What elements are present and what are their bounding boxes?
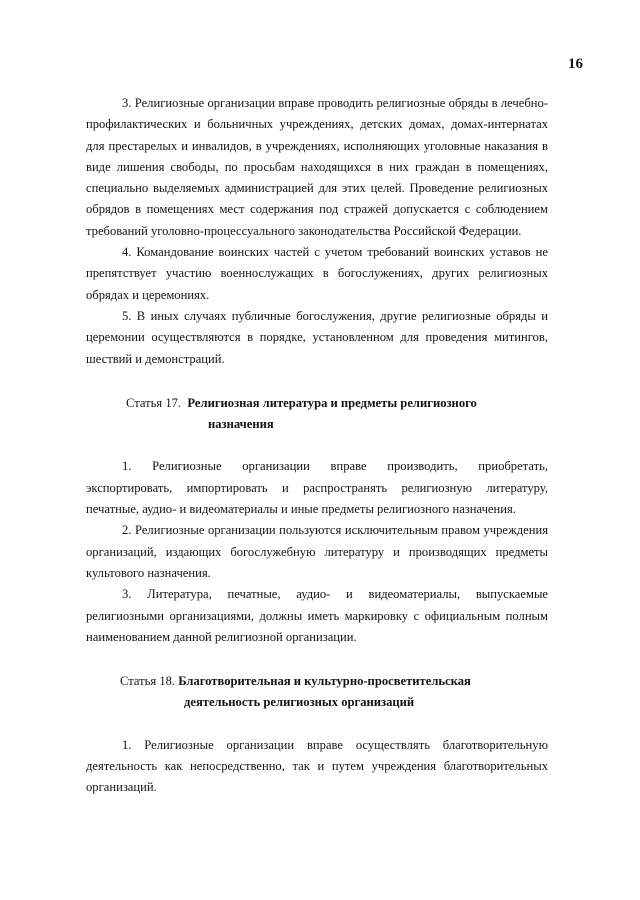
article-18-title-line2: деятельность религиозных организаций (184, 695, 415, 710)
article-17-heading (86, 393, 548, 436)
paragraph-16-4: 4. Командование воинских частей с учетом требований воинских уставов не препятствует участию военнослужащих в богослужениях, других религиозных обрядах и церемониях. (86, 245, 548, 302)
paragraph-18-1: 1. Религиозные организации вправе осуществлять благотворительную деятельность как непосредственно, так и путем учреждения благотворительных организаций. (86, 737, 548, 795)
article-18 (86, 671, 548, 798)
paragraph-17-1: 1. Религиозные организации вправе производить, приобретать, экспортировать, импортировать и распространять религиозную литературу, печатные, аудио- и видеоматериалы и иные предметы религиозного назначения. (86, 459, 548, 517)
article-17-title-line1: Религиозная литература и предметы религиозного (187, 395, 477, 410)
article-18-number: Статья 18. (120, 674, 176, 689)
article-17-number: Статья 17. (126, 395, 182, 410)
article-18-heading (86, 671, 548, 714)
paragraph-17-3: 3. Литература, печатные, аудио- и видеоматериалы, выпускаемые религиозными организациями, должны иметь маркировку с официальным полным наименованием данной религиозной организации. (86, 587, 548, 644)
article-16-continuation (86, 93, 548, 370)
article-17-title-line2: назначения (208, 417, 274, 432)
paragraph-16-3: 3. Религиозные организации вправе проводить религиозные обряды в лечебно-профилактических и больничных учреждениях, детских домах, домах-интернатах для престарелых и инвалидов, в учреждениях, исполняющих уголовные наказания в виде лишения свободы, по просьбам находящихся в них граждан в помещениях, специально выделяемых администрацией для этих целей. Проведение религиозных обрядов в помещениях мест содержания под стражей допускается с соблюдением требований уголовно-процессуального законодательства Российской Федерации. (86, 96, 548, 238)
page-number: 16 (568, 56, 583, 72)
document-body (86, 93, 548, 799)
article-17 (86, 393, 548, 648)
paragraph-17-2: 2. Религиозные организации пользуются исключительным правом учреждения организаций, издающих богослужебную литературу и производящих предметы культового назначения. (86, 523, 548, 580)
paragraph-16-5: 5. В иных случаях публичные богослужения, другие религиозные обряды и церемонии осуществляются в порядке, установленном для проведения митингов, шествий и демонстраций. (86, 308, 548, 366)
article-18-title-line1: Благотворительная и культурно-просветительская (178, 674, 471, 689)
